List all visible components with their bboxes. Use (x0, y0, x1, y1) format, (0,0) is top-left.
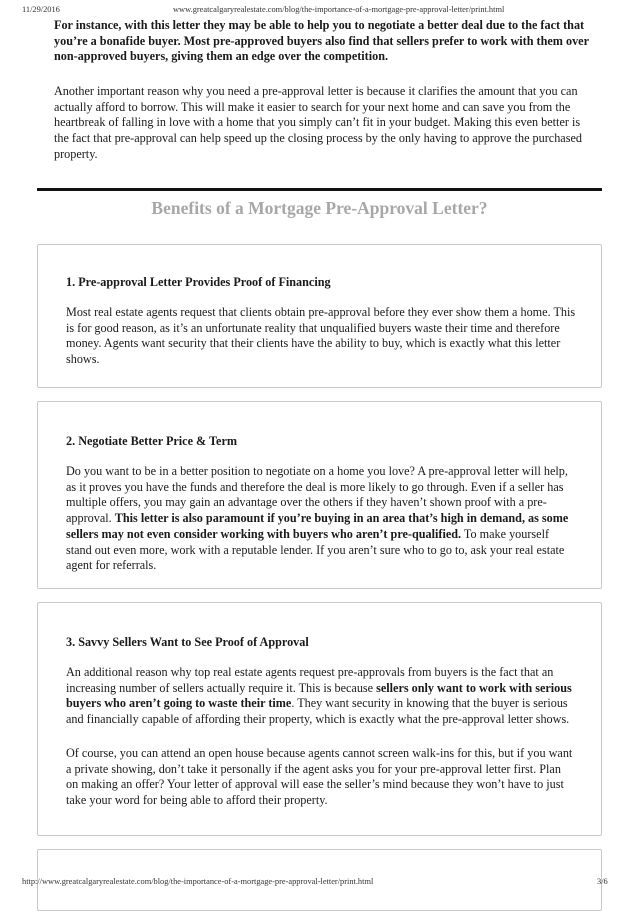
benefit-title: 3. Savvy Sellers Want to See Proof of Approval (66, 635, 309, 649)
print-date: 11/29/2016 (22, 5, 60, 14)
benefit-body-emphasis: This letter is also paramount if you’re buying in an area that’s high in demand, as some sellers may not even consider working with buyers who aren’t pre-qualified. (66, 511, 569, 541)
page-number: 3/6 (597, 877, 608, 886)
intro-paragraph: Another important reason why you need a pre-approval letter is because it clarifies the amount that you can actually afford to borrow. This will make it easier to search for your next home and can save you from the heartbreak of falling in love with a home that you simply can’t fit in your budget. Making this even better is the fact that pre-approval can help speed up the closing process by the only having to approve the purchased property. (54, 84, 582, 161)
print-header-url: www.greatcalgaryrealestate.com/blog/the-importance-of-a-mortgage-pre-approval-letter/print.html (173, 5, 505, 14)
benefit-body: Most real estate agents request that clients obtain pre-approval before they ever show them a home. This is for good reason, as it’s an unfortunate reality that unqualified buyers waste their time and therefore money. Agents want security that their clients have the ability to buy, which is exactly what this letter shows. (66, 305, 576, 367)
benefit-body-second: Of course, you can attend an open house because agents cannot screen walk-ins for this, but if you want a private showing, don’t take it personally if the agent asks you for your pre-approval letter first. Plan on making an offer? Your letter of approval will ease the seller’s mind because they won’t have to just take your word for being able to afford their property. (66, 746, 573, 808)
benefit-body-text: To make yourself stand out even more, work with a reputable lender. If you aren’t sure who to go to, ask your real estate agent for referrals. (66, 526, 565, 573)
section-divider (37, 188, 602, 191)
benefit-card (37, 602, 602, 836)
benefit-card (37, 401, 602, 589)
benefit-body (66, 665, 576, 728)
benefit-card (37, 244, 602, 388)
intro-bold-paragraph: For instance, with this letter they may be able to help you to negotiate a better deal due to the fact that you’re a bonafide buyer. Most pre-approved buyers also find that sellers prefer to work with them over non-approved buyers, giving them an edge over the competition. (54, 18, 589, 64)
benefit-body-text: . They want security in knowing that the buyer is serious and financially capable of affording their property, which is exactly what the pre-approval letter shows. (66, 696, 570, 727)
benefit-body-text: An additional reason why top real estate agents request pre-approvals from buyers is the fact that an increasing number of sellers actually require it. This is because (66, 665, 554, 695)
benefit-title: 1. Pre-approval Letter Provides Proof of Financing (66, 275, 331, 289)
benefit-body-emphasis: sellers only want to work with serious buyers who aren’t going to waste their time (66, 680, 572, 711)
benefit-title: 2. Negotiate Better Price & Term (66, 434, 238, 448)
print-footer-url: http://www.greatcalgaryrealestate.com/blog/the-importance-of-a-mortgage-pre-approval-letter/print.html (22, 877, 374, 886)
benefit-body-text: Do you want to be in a better position to negotiate on a home you love? A pre-approval letter will help, as it proves you have the funds and therefore the deal is more likely to go through. Even if a seller has multiple offers, you may gain an advantage over the others if they haven’t shown proof with a pre-approval. (66, 464, 568, 526)
benefit-body (66, 464, 576, 574)
section-title: Benefits of a Mortgage Pre-Approval Letter? (151, 198, 488, 218)
